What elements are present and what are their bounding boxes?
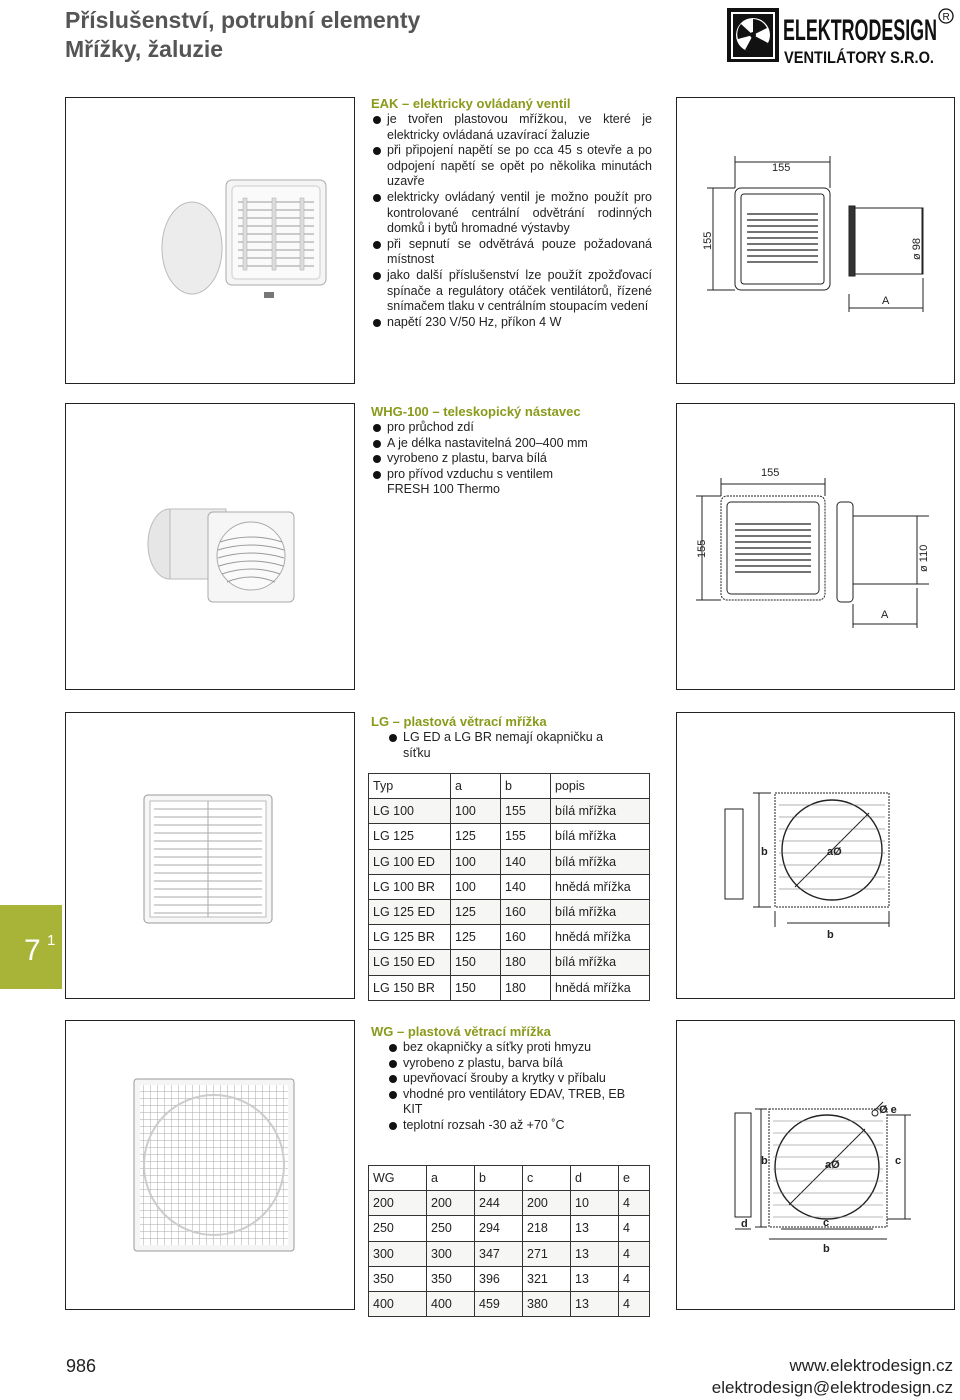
title-line-1: Příslušenství, potrubní elementy: [65, 7, 421, 33]
eak-dim-height: 155: [702, 231, 714, 250]
table-row: [369, 874, 650, 899]
cell: 125: [451, 925, 501, 950]
wg-dim-c-side: c: [895, 1155, 902, 1167]
title-line-2: Mřížky, žaluzie: [65, 36, 224, 62]
eak-bullets: [371, 112, 652, 330]
table-row: [369, 1266, 650, 1291]
cell: 155: [501, 799, 551, 824]
wg-bullets: [371, 1040, 652, 1134]
cell: 294: [475, 1216, 523, 1241]
cell: 125: [451, 824, 501, 849]
col-header: a: [451, 774, 501, 799]
brand-sub: VENTILÁTORY S.R.O.: [784, 48, 934, 66]
cell: bílá mřížka: [551, 799, 650, 824]
cell: bílá mřížka: [551, 950, 650, 975]
whg-technical-drawing: [677, 404, 954, 689]
eak-bullet: napětí 230 V/50 Hz, příkon 4 W: [371, 315, 652, 331]
cell: bílá mřížka: [551, 849, 650, 874]
cell: LG 100 BR: [369, 874, 451, 899]
table-row: [369, 975, 650, 1000]
whg-text: [371, 404, 652, 498]
whg-dim-width: 155: [761, 467, 780, 479]
whg-bullet: pro přívod vzduchu s ventilem FRESH 100 Thermo: [371, 467, 571, 498]
col-header: c: [523, 1166, 571, 1191]
cell: 180: [501, 950, 551, 975]
lg-bullets: [371, 730, 652, 761]
cell: 400: [427, 1291, 475, 1316]
cell: 200: [523, 1191, 571, 1216]
eak-text: [371, 96, 652, 330]
cell: 350: [427, 1266, 475, 1291]
table-row: [369, 1291, 650, 1316]
table-row: [369, 925, 650, 950]
cell: 140: [501, 874, 551, 899]
wg-dim-d: d: [741, 1218, 748, 1230]
cell: LG 100 ED: [369, 849, 451, 874]
table-row: [369, 824, 650, 849]
lg-text: [371, 714, 652, 761]
col-header: b: [475, 1166, 523, 1191]
chapter-superscript: 1: [47, 932, 56, 949]
footer-website-link[interactable]: www.elektrodesign.cz: [789, 1356, 953, 1375]
col-header: Typ: [369, 774, 451, 799]
cell: 459: [475, 1291, 523, 1316]
whg-bullets: [371, 420, 652, 498]
cell: 13: [571, 1266, 619, 1291]
wg-dim-e-dia: Ø e: [879, 1104, 897, 1116]
eak-bullet: při sepnutí se odvětrává pouze požadovaná místnost: [371, 237, 652, 268]
whg-photo-frame: [65, 403, 355, 690]
wg-bullet: teplotní rozsah -30 až +70 ˚C: [387, 1118, 652, 1134]
wg-title: WG – plastová větrací mřížka: [371, 1024, 551, 1039]
cell: 250: [369, 1216, 427, 1241]
cell: 160: [501, 899, 551, 924]
wg-grille-photo: [66, 1021, 354, 1309]
col-header: popis: [551, 774, 650, 799]
cell: 250: [427, 1216, 475, 1241]
wg-photo-frame: [65, 1020, 355, 1310]
cell: LG 100: [369, 799, 451, 824]
wg-bullet: bez okapničky a síťky proti hmyzu: [387, 1040, 652, 1056]
cell: 13: [571, 1291, 619, 1316]
wg-technical-drawing: [677, 1021, 954, 1309]
cell: 140: [501, 849, 551, 874]
cell: 244: [475, 1191, 523, 1216]
cell: 300: [369, 1241, 427, 1266]
table-row: [369, 849, 650, 874]
page-title: [65, 6, 420, 64]
table-row: [369, 1241, 650, 1266]
whg-dim-dia: ø 110: [918, 544, 930, 572]
cell: 180: [501, 975, 551, 1000]
table-row: [369, 1216, 650, 1241]
cell: 13: [571, 1216, 619, 1241]
cell: 155: [501, 824, 551, 849]
whg-bullet: vyrobeno z plastu, barva bílá: [371, 451, 652, 467]
footer-contact: [712, 1355, 953, 1399]
cell: 4: [619, 1291, 650, 1316]
whg-dim-a: A: [881, 609, 889, 621]
cell: 218: [523, 1216, 571, 1241]
col-header: e: [619, 1166, 650, 1191]
cell: 4: [619, 1241, 650, 1266]
wg-dim-c-bottom: c: [823, 1217, 830, 1229]
cell: LG 125: [369, 824, 451, 849]
cell: 100: [451, 799, 501, 824]
cell: 271: [523, 1241, 571, 1266]
cell: 380: [523, 1291, 571, 1316]
table-row: [369, 899, 650, 924]
lg-grille-photo: [66, 713, 354, 998]
cell: 200: [427, 1191, 475, 1216]
wg-drawing-frame: [676, 1020, 955, 1310]
wg-bullet: vhodné pro ventilátory EDAV, TREB, EB KIT: [387, 1087, 627, 1118]
eak-title: EAK – elektricky ovládaný ventil: [371, 96, 571, 111]
wg-text: [371, 1024, 652, 1134]
cell: hnědá mřížka: [551, 874, 650, 899]
eak-photo-frame: [65, 97, 355, 384]
cell: bílá mřížka: [551, 824, 650, 849]
lg-technical-drawing: [677, 713, 954, 998]
eak-bullet: je tvořen plastovou mřížkou, ve které je elektricky ovládaná uzavírací žaluzie: [371, 112, 652, 143]
col-header: d: [571, 1166, 619, 1191]
lg-dim-b-side: b: [761, 846, 768, 858]
lg-dim-a-dia: aØ: [827, 846, 842, 858]
eak-bullet: při připojení napětí se po cca 45 s otevře a po odpojení napětí se opět po několika minutách uzavře: [371, 143, 652, 190]
cell: 100: [451, 874, 501, 899]
wg-dim-b-bottom: b: [823, 1243, 830, 1255]
brand-logo: [727, 6, 955, 66]
whg-bullet: A je délka nastavitelná 200–400 mm: [371, 436, 652, 452]
cell: 4: [619, 1266, 650, 1291]
cell: hnědá mřížka: [551, 925, 650, 950]
col-header: WG: [369, 1166, 427, 1191]
eak-dim-width: 155: [772, 162, 791, 174]
cell: 300: [427, 1241, 475, 1266]
eak-dim-a: A: [882, 295, 890, 307]
cell: 200: [369, 1191, 427, 1216]
lg-title: LG – plastová větrací mřížka: [371, 714, 547, 729]
cell: 4: [619, 1216, 650, 1241]
cell: 160: [501, 925, 551, 950]
eak-technical-drawing: [677, 98, 954, 383]
cell: bílá mřížka: [551, 899, 650, 924]
col-header: b: [501, 774, 551, 799]
cell: 13: [571, 1241, 619, 1266]
cell: 125: [451, 899, 501, 924]
registered-mark: R: [942, 12, 950, 23]
cell: LG 150 BR: [369, 975, 451, 1000]
table-row: [369, 799, 650, 824]
cell: 100: [451, 849, 501, 874]
cell: LG 125 ED: [369, 899, 451, 924]
lg-drawing-frame: [676, 712, 955, 999]
table-row: [369, 1191, 650, 1216]
whg-bullet: pro průchod zdí: [371, 420, 652, 436]
lg-photo-frame: [65, 712, 355, 999]
wg-table: [368, 1165, 650, 1317]
cell: 396: [475, 1266, 523, 1291]
table-header-row: [369, 1166, 650, 1191]
table-row: [369, 950, 650, 975]
whg-dim-height: 155: [696, 539, 708, 558]
lg-bullet: LG ED a LG BR nemají okapničku a síťku: [387, 730, 627, 761]
chapter-number: 7: [24, 934, 41, 967]
cell: LG 125 BR: [369, 925, 451, 950]
cell: 150: [451, 950, 501, 975]
wg-dim-b-side: b: [761, 1155, 768, 1167]
cell: 350: [369, 1266, 427, 1291]
cell: 150: [451, 975, 501, 1000]
eak-bullet: elektricky ovládaný ventil je možno použít pro kontrolované centrální odvětrání rodinných domků i bytů hromadné výstavby: [371, 190, 652, 237]
lg-dim-b-bottom: b: [827, 929, 834, 941]
eak-bullet: jako další příslušenství lze použít zpožďovací spínače a regulátory otáček ventilátorů, řízené snímačem tlaku v centrálním stoupacím vedení: [371, 268, 652, 315]
cell: 400: [369, 1291, 427, 1316]
wg-bullet: vyrobeno z plastu, barva bílá: [387, 1056, 652, 1072]
eak-dim-dia: ø 98: [911, 237, 923, 260]
eak-drawing-frame: [676, 97, 955, 384]
whg-extension-photo: [66, 404, 354, 689]
col-header: a: [427, 1166, 475, 1191]
page-number: 986: [66, 1356, 97, 1376]
cell: 4: [619, 1191, 650, 1216]
lg-table: [368, 773, 650, 1001]
cell: 347: [475, 1241, 523, 1266]
cell: LG 150 ED: [369, 950, 451, 975]
eak-valve-photo: [66, 98, 354, 383]
cell: hnědá mřížka: [551, 975, 650, 1000]
brand-name: ELEKTRODESIGN: [783, 14, 937, 47]
cell: 321: [523, 1266, 571, 1291]
footer-email-link[interactable]: elektrodesign@elektrodesign.cz: [711, 1378, 953, 1397]
table-header-row: [369, 774, 650, 799]
wg-bullet: upevňovací šrouby a krytky v příbalu: [387, 1071, 652, 1087]
wg-dim-a-dia: aØ: [825, 1159, 840, 1171]
cell: 10: [571, 1191, 619, 1216]
whg-title: WHG-100 – teleskopický nástavec: [371, 404, 581, 419]
whg-drawing-frame: [676, 403, 955, 690]
